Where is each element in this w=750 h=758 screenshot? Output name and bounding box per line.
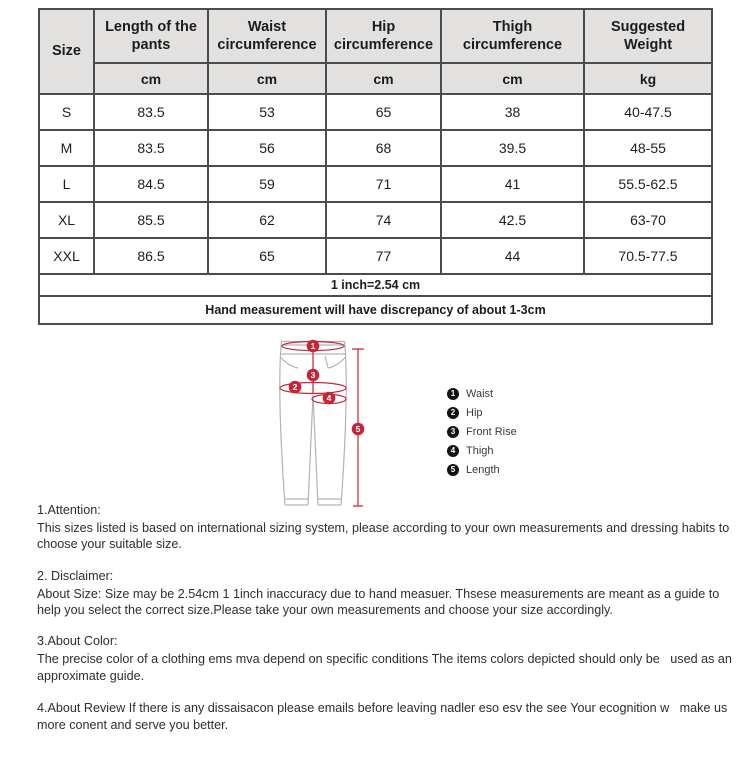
col-header-thigh: Thigh circumference bbox=[441, 9, 584, 63]
thigh-value: 38 bbox=[441, 94, 584, 130]
svg-text:1: 1 bbox=[310, 341, 316, 351]
conversion-row bbox=[39, 274, 712, 296]
hand-measurement-note: Hand measurement will have discrepancy of about 1-3cm bbox=[39, 296, 712, 324]
table-row-s bbox=[39, 94, 712, 130]
legend-number-icon: 5 bbox=[447, 464, 459, 476]
thigh-value: 44 bbox=[441, 238, 584, 274]
note-heading: 3.About Color: bbox=[37, 634, 118, 649]
legend-label: Waist bbox=[466, 387, 494, 400]
unit-waist: cm bbox=[208, 63, 326, 94]
col-header-size: Size bbox=[39, 9, 94, 94]
pants-diagram-illustration bbox=[268, 335, 378, 511]
col-header-length: Length of the pants bbox=[94, 9, 208, 63]
legend-label: Thigh bbox=[466, 444, 494, 457]
notes-section bbox=[37, 503, 737, 733]
note-body: 4.About Review If there is any dissaisacon please emails before leaving nadler eso esv the see Your ecognition w make us more conent and serve you better. bbox=[37, 701, 731, 732]
legend-label: Length bbox=[466, 463, 500, 476]
svg-text:5: 5 bbox=[355, 424, 361, 434]
table-row-m bbox=[39, 130, 712, 166]
badge-hip bbox=[289, 381, 302, 394]
hip-value: 71 bbox=[326, 166, 441, 202]
legend-label: Front Rise bbox=[466, 425, 517, 438]
measurement-diagram bbox=[0, 335, 750, 499]
weight-value: 70.5-77.5 bbox=[584, 238, 712, 274]
length-value: 86.5 bbox=[94, 238, 208, 274]
legend-item-thigh bbox=[447, 444, 517, 457]
waist-value: 56 bbox=[208, 130, 326, 166]
waist-value: 62 bbox=[208, 202, 326, 238]
weight-value: 40-47.5 bbox=[584, 94, 712, 130]
table-row-xxl bbox=[39, 238, 712, 274]
hip-value: 74 bbox=[326, 202, 441, 238]
svg-text:3: 3 bbox=[310, 370, 316, 380]
badge-length bbox=[352, 423, 365, 436]
length-value: 85.5 bbox=[94, 202, 208, 238]
col-header-waist: Waist circumference bbox=[208, 9, 326, 63]
unit-hip: cm bbox=[326, 63, 441, 94]
table-row-xl bbox=[39, 202, 712, 238]
waist-value: 65 bbox=[208, 238, 326, 274]
inch-conversion-note: 1 inch=2.54 cm bbox=[39, 274, 712, 296]
size-label: M bbox=[39, 130, 94, 166]
legend-number-icon: 4 bbox=[447, 445, 459, 457]
note-body: About Size: Size may be 2.54cm 1 1inch inaccuracy due to hand measuer. Thsese measurements are meant as a guide to help you select the correct size.Please take your own measurements and choose your size accordingly. bbox=[37, 586, 723, 618]
diagram-legend bbox=[447, 387, 517, 482]
legend-item-front-rise bbox=[447, 425, 517, 438]
units-row bbox=[39, 63, 712, 94]
waist-value: 53 bbox=[208, 94, 326, 130]
badge-front-rise bbox=[307, 369, 320, 382]
note-about-color bbox=[37, 634, 737, 684]
legend-number-icon: 2 bbox=[447, 407, 459, 419]
size-chart-page bbox=[0, 8, 750, 758]
weight-value: 55.5-62.5 bbox=[584, 166, 712, 202]
legend-label: Hip bbox=[466, 406, 483, 419]
table-row-l bbox=[39, 166, 712, 202]
note-about-review bbox=[37, 700, 737, 733]
unit-weight: kg bbox=[584, 63, 712, 94]
badge-waist bbox=[307, 340, 320, 353]
note-body: The precise color of a clothing ems mva depend on specific conditions The items colors depicted should only be used as an approximate guide. bbox=[37, 652, 736, 683]
size-label: XXL bbox=[39, 238, 94, 274]
legend-item-length bbox=[447, 463, 517, 476]
legend-number-icon: 3 bbox=[447, 426, 459, 438]
weight-value: 48-55 bbox=[584, 130, 712, 166]
size-label: XL bbox=[39, 202, 94, 238]
badge-thigh bbox=[323, 392, 336, 405]
note-attention bbox=[37, 503, 737, 553]
note-disclaimer bbox=[37, 569, 737, 619]
size-chart-table bbox=[38, 8, 713, 325]
thigh-value: 41 bbox=[441, 166, 584, 202]
svg-text:4: 4 bbox=[326, 393, 332, 403]
legend-item-hip bbox=[447, 406, 517, 419]
size-label: S bbox=[39, 94, 94, 130]
note-heading: 1.Attention: bbox=[37, 503, 101, 517]
thigh-value: 42.5 bbox=[441, 202, 584, 238]
length-value: 84.5 bbox=[94, 166, 208, 202]
col-header-hip: Hip circumference bbox=[326, 9, 441, 63]
note-heading: 2. Disclaimer: bbox=[37, 568, 114, 583]
hip-value: 77 bbox=[326, 238, 441, 274]
hip-value: 65 bbox=[326, 94, 441, 130]
length-value: 83.5 bbox=[94, 94, 208, 130]
waist-value: 59 bbox=[208, 166, 326, 202]
svg-text:2: 2 bbox=[292, 382, 298, 392]
unit-thigh: cm bbox=[441, 63, 584, 94]
weight-value: 63-70 bbox=[584, 202, 712, 238]
legend-number-icon: 1 bbox=[447, 388, 459, 400]
length-value: 83.5 bbox=[94, 130, 208, 166]
thigh-value: 39.5 bbox=[441, 130, 584, 166]
unit-length: cm bbox=[94, 63, 208, 94]
note-body: This sizes listed is based on international sizing system, please according to your own measurements and dressing habits to choose your suitable size. bbox=[37, 521, 733, 552]
col-header-weight: Suggested Weight bbox=[584, 9, 712, 63]
legend-item-waist bbox=[447, 387, 517, 400]
hip-value: 68 bbox=[326, 130, 441, 166]
header-row bbox=[39, 9, 712, 63]
size-label: L bbox=[39, 166, 94, 202]
measurement-note-row bbox=[39, 296, 712, 324]
